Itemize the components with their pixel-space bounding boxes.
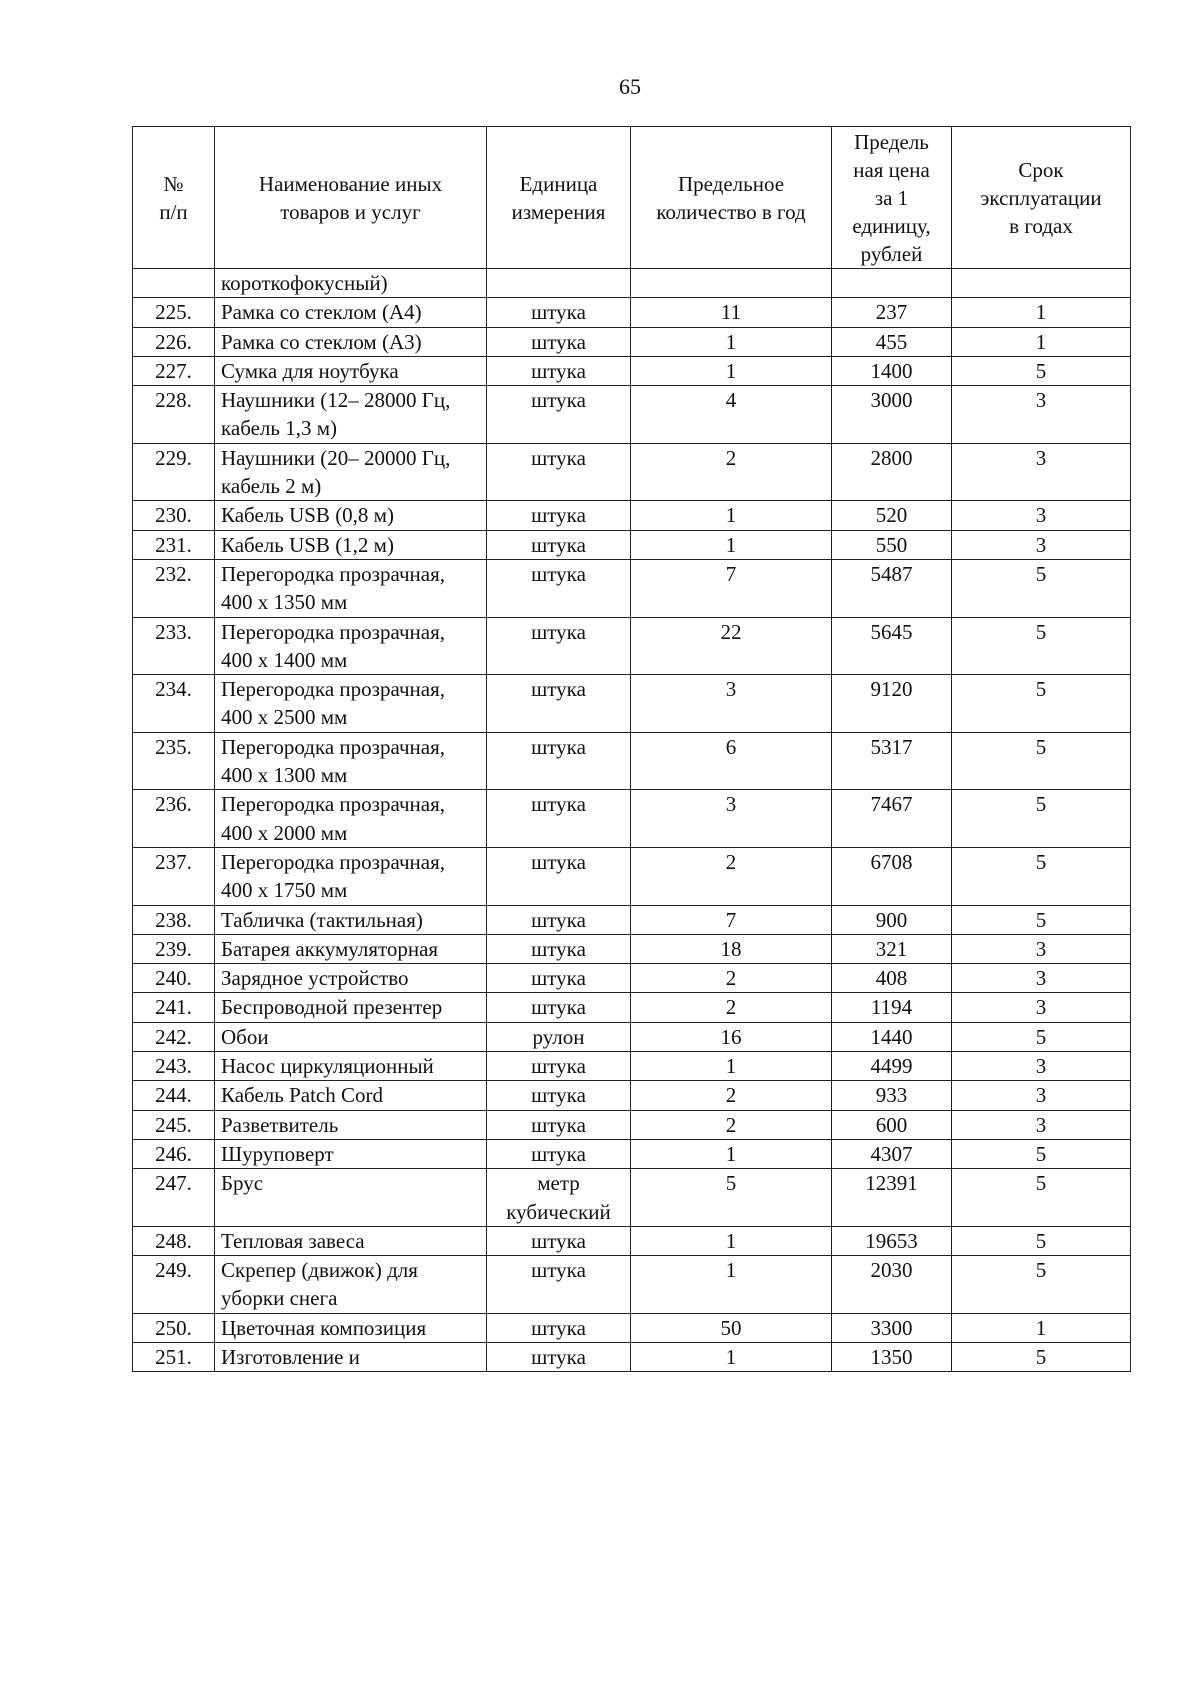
cell-price xyxy=(832,269,952,298)
cell-num: 232. xyxy=(133,559,215,617)
cell-life: 3 xyxy=(952,386,1131,444)
table-row xyxy=(133,1313,1131,1342)
cell-life: 5 xyxy=(952,1256,1131,1314)
cell-name: Тепловая завеса xyxy=(215,1226,487,1255)
cell-unit: штука xyxy=(487,1342,631,1371)
cell-num: 249. xyxy=(133,1256,215,1314)
cell-name: Табличка (тактильная) xyxy=(215,905,487,934)
cell-price: 3000 xyxy=(832,386,952,444)
cell-unit: штука xyxy=(487,1110,631,1139)
cell-num: 236. xyxy=(133,790,215,848)
cell-price: 1350 xyxy=(832,1342,952,1371)
cell-qty: 5 xyxy=(631,1169,832,1227)
cell-price: 933 xyxy=(832,1081,952,1110)
cell-name: Кабель USB (0,8 м) xyxy=(215,501,487,530)
header-qty: Предельное количество в год xyxy=(631,127,832,269)
cell-name: Брус xyxy=(215,1169,487,1227)
cell-qty: 1 xyxy=(631,327,832,356)
cell-price: 600 xyxy=(832,1110,952,1139)
cell-price: 3300 xyxy=(832,1313,952,1342)
cell-unit: штука xyxy=(487,934,631,963)
cell-qty: 2 xyxy=(631,964,832,993)
cell-life: 3 xyxy=(952,934,1131,963)
cell-price: 408 xyxy=(832,964,952,993)
cell-life: 5 xyxy=(952,1022,1131,1051)
cell-num: 240. xyxy=(133,964,215,993)
cell-qty: 2 xyxy=(631,1110,832,1139)
cell-name: Скрепер (движок) для уборки снега xyxy=(215,1256,487,1314)
cell-name: Изготовление и xyxy=(215,1342,487,1371)
cell-qty: 1 xyxy=(631,1139,832,1168)
table-row xyxy=(133,675,1131,733)
cell-unit xyxy=(487,269,631,298)
cell-unit: штука xyxy=(487,1139,631,1168)
cell-num: 231. xyxy=(133,530,215,559)
cell-num: 251. xyxy=(133,1342,215,1371)
cell-qty: 2 xyxy=(631,993,832,1022)
cell-qty: 3 xyxy=(631,675,832,733)
cell-num: 226. xyxy=(133,327,215,356)
table-row xyxy=(133,269,1131,298)
cell-life: 3 xyxy=(952,501,1131,530)
cell-num: 228. xyxy=(133,386,215,444)
table-row xyxy=(133,964,1131,993)
cell-price: 237 xyxy=(832,298,952,327)
cell-name: Перегородка прозрачная, 400 х 1350 мм xyxy=(215,559,487,617)
cell-num: 233. xyxy=(133,617,215,675)
cell-life: 5 xyxy=(952,1342,1131,1371)
table-row xyxy=(133,847,1131,905)
cell-qty: 1 xyxy=(631,356,832,385)
cell-qty: 1 xyxy=(631,530,832,559)
cell-name: Кабель Patch Cord xyxy=(215,1081,487,1110)
page-number: 65 xyxy=(619,74,641,99)
cell-life: 5 xyxy=(952,356,1131,385)
cell-price: 6708 xyxy=(832,847,952,905)
cell-name: Разветвитель xyxy=(215,1110,487,1139)
cell-price: 9120 xyxy=(832,675,952,733)
cell-life: 3 xyxy=(952,964,1131,993)
cell-price: 321 xyxy=(832,934,952,963)
cell-price: 1440 xyxy=(832,1022,952,1051)
cell-name: Перегородка прозрачная, 400 х 1300 мм xyxy=(215,732,487,790)
cell-num: 237. xyxy=(133,847,215,905)
cell-life: 3 xyxy=(952,443,1131,501)
cell-num: 238. xyxy=(133,905,215,934)
cell-num: 248. xyxy=(133,1226,215,1255)
cell-qty: 2 xyxy=(631,1081,832,1110)
cell-qty: 1 xyxy=(631,501,832,530)
header-unit: Единица измерения xyxy=(487,127,631,269)
cell-qty: 7 xyxy=(631,905,832,934)
cell-name: Обои xyxy=(215,1022,487,1051)
cell-unit: штука xyxy=(487,1081,631,1110)
cell-life: 3 xyxy=(952,1110,1131,1139)
table-row xyxy=(133,1169,1131,1227)
cell-num: 239. xyxy=(133,934,215,963)
table-row xyxy=(133,1342,1131,1371)
cell-price: 4499 xyxy=(832,1052,952,1081)
cell-num xyxy=(133,269,215,298)
table-row xyxy=(133,1226,1131,1255)
table-header-row xyxy=(133,127,1131,269)
cell-life: 5 xyxy=(952,559,1131,617)
cell-name: Рамка со стеклом (А3) xyxy=(215,327,487,356)
cell-num: 242. xyxy=(133,1022,215,1051)
cell-name: Зарядное устройство xyxy=(215,964,487,993)
cell-life: 5 xyxy=(952,847,1131,905)
cell-price: 19653 xyxy=(832,1226,952,1255)
items-table xyxy=(132,126,1131,1372)
cell-unit: штука xyxy=(487,617,631,675)
cell-qty: 6 xyxy=(631,732,832,790)
table-body xyxy=(133,269,1131,1372)
table-row xyxy=(133,1081,1131,1110)
cell-price: 4307 xyxy=(832,1139,952,1168)
cell-unit: штука xyxy=(487,1052,631,1081)
header-name: Наименование иных товаров и услуг xyxy=(215,127,487,269)
cell-life: 1 xyxy=(952,327,1131,356)
cell-price: 1194 xyxy=(832,993,952,1022)
cell-qty: 1 xyxy=(631,1256,832,1314)
cell-qty: 1 xyxy=(631,1052,832,1081)
cell-unit: штука xyxy=(487,732,631,790)
cell-unit: рулон xyxy=(487,1022,631,1051)
table-row xyxy=(133,559,1131,617)
cell-num: 245. xyxy=(133,1110,215,1139)
cell-unit: штука xyxy=(487,386,631,444)
header-life: Срок эксплуатации в годах xyxy=(952,127,1131,269)
table-row xyxy=(133,1022,1131,1051)
cell-price: 900 xyxy=(832,905,952,934)
cell-qty: 16 xyxy=(631,1022,832,1051)
cell-unit: штука xyxy=(487,298,631,327)
cell-life: 3 xyxy=(952,1052,1131,1081)
cell-qty: 22 xyxy=(631,617,832,675)
cell-price: 5487 xyxy=(832,559,952,617)
cell-name: Цветочная композиция xyxy=(215,1313,487,1342)
cell-life: 5 xyxy=(952,790,1131,848)
table-row xyxy=(133,993,1131,1022)
cell-num: 247. xyxy=(133,1169,215,1227)
table-row xyxy=(133,1110,1131,1139)
cell-name: Перегородка прозрачная, 400 х 1400 мм xyxy=(215,617,487,675)
cell-name: Рамка со стеклом (А4) xyxy=(215,298,487,327)
header-num: № п/п xyxy=(133,127,215,269)
cell-name: Батарея аккумуляторная xyxy=(215,934,487,963)
cell-qty xyxy=(631,269,832,298)
cell-unit: метр кубический xyxy=(487,1169,631,1227)
cell-qty: 1 xyxy=(631,1226,832,1255)
cell-unit: штука xyxy=(487,847,631,905)
cell-name: короткофокусный) xyxy=(215,269,487,298)
cell-num: 243. xyxy=(133,1052,215,1081)
cell-num: 235. xyxy=(133,732,215,790)
cell-unit: штука xyxy=(487,675,631,733)
cell-name: Сумка для ноутбука xyxy=(215,356,487,385)
cell-life: 5 xyxy=(952,617,1131,675)
cell-num: 229. xyxy=(133,443,215,501)
cell-num: 234. xyxy=(133,675,215,733)
cell-price: 5317 xyxy=(832,732,952,790)
cell-life: 3 xyxy=(952,993,1131,1022)
cell-price: 7467 xyxy=(832,790,952,848)
cell-price: 2030 xyxy=(832,1256,952,1314)
cell-price: 5645 xyxy=(832,617,952,675)
cell-life: 3 xyxy=(952,1081,1131,1110)
cell-name: Перегородка прозрачная, 400 х 2000 мм xyxy=(215,790,487,848)
cell-life: 5 xyxy=(952,675,1131,733)
cell-num: 241. xyxy=(133,993,215,1022)
cell-life: 5 xyxy=(952,732,1131,790)
table-row xyxy=(133,327,1131,356)
cell-qty: 1 xyxy=(631,1342,832,1371)
table-row xyxy=(133,501,1131,530)
cell-unit: штука xyxy=(487,905,631,934)
cell-name: Кабель USB (1,2 м) xyxy=(215,530,487,559)
cell-qty: 2 xyxy=(631,847,832,905)
table-row xyxy=(133,356,1131,385)
cell-qty: 3 xyxy=(631,790,832,848)
table-row xyxy=(133,443,1131,501)
cell-life: 1 xyxy=(952,298,1131,327)
cell-qty: 11 xyxy=(631,298,832,327)
cell-name: Шуруповерт xyxy=(215,1139,487,1168)
cell-life: 5 xyxy=(952,1139,1131,1168)
table-row xyxy=(133,298,1131,327)
cell-unit: штука xyxy=(487,530,631,559)
cell-unit: штука xyxy=(487,964,631,993)
cell-num: 244. xyxy=(133,1081,215,1110)
table-row xyxy=(133,1256,1131,1314)
cell-life: 5 xyxy=(952,905,1131,934)
cell-num: 225. xyxy=(133,298,215,327)
cell-life xyxy=(952,269,1131,298)
cell-life: 5 xyxy=(952,1226,1131,1255)
cell-name: Наушники (20– 20000 Гц, кабель 2 м) xyxy=(215,443,487,501)
cell-price: 520 xyxy=(832,501,952,530)
cell-price: 2800 xyxy=(832,443,952,501)
cell-unit: штука xyxy=(487,1256,631,1314)
cell-name: Беспроводной презентер xyxy=(215,993,487,1022)
cell-qty: 18 xyxy=(631,934,832,963)
table-row xyxy=(133,617,1131,675)
cell-num: 250. xyxy=(133,1313,215,1342)
cell-unit: штука xyxy=(487,356,631,385)
cell-unit: штука xyxy=(487,501,631,530)
table-row xyxy=(133,1052,1131,1081)
cell-unit: штука xyxy=(487,993,631,1022)
table-row xyxy=(133,386,1131,444)
table-row xyxy=(133,905,1131,934)
cell-num: 230. xyxy=(133,501,215,530)
cell-life: 5 xyxy=(952,1169,1131,1227)
cell-unit: штука xyxy=(487,327,631,356)
table-row xyxy=(133,530,1131,559)
cell-unit: штука xyxy=(487,443,631,501)
header-price: Предель ная цена за 1 единицу, рублей xyxy=(832,127,952,269)
cell-name: Перегородка прозрачная, 400 х 2500 мм xyxy=(215,675,487,733)
cell-price: 12391 xyxy=(832,1169,952,1227)
cell-unit: штука xyxy=(487,1226,631,1255)
cell-name: Насос циркуляционный xyxy=(215,1052,487,1081)
cell-num: 227. xyxy=(133,356,215,385)
cell-qty: 7 xyxy=(631,559,832,617)
cell-life: 1 xyxy=(952,1313,1131,1342)
cell-name: Наушники (12– 28000 Гц, кабель 1,3 м) xyxy=(215,386,487,444)
table-row xyxy=(133,732,1131,790)
cell-price: 550 xyxy=(832,530,952,559)
cell-num: 246. xyxy=(133,1139,215,1168)
cell-unit: штука xyxy=(487,559,631,617)
cell-qty: 4 xyxy=(631,386,832,444)
cell-price: 1400 xyxy=(832,356,952,385)
table-row xyxy=(133,1139,1131,1168)
cell-name: Перегородка прозрачная, 400 х 1750 мм xyxy=(215,847,487,905)
cell-unit: штука xyxy=(487,790,631,848)
cell-unit: штука xyxy=(487,1313,631,1342)
table-row xyxy=(133,934,1131,963)
cell-price: 455 xyxy=(832,327,952,356)
cell-life: 3 xyxy=(952,530,1131,559)
cell-qty: 50 xyxy=(631,1313,832,1342)
table-row xyxy=(133,790,1131,848)
cell-qty: 2 xyxy=(631,443,832,501)
